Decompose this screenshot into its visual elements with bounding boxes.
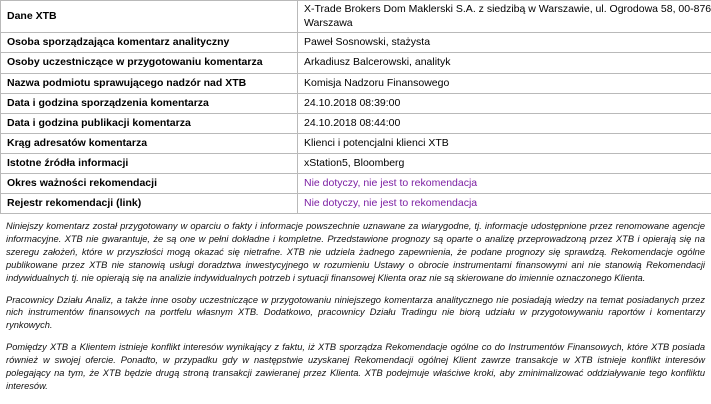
- disclaimer-notes: [0, 214, 711, 392]
- row-label: Okres ważności rekomendacji: [1, 174, 298, 194]
- row-value: X-Trade Brokers Dom Maklerski S.A. z siedzibą w Warszawie, ul. Ogrodowa 58, 00-876 Warszawa: [298, 1, 711, 33]
- table-row: [1, 33, 711, 53]
- row-value: Klienci i potencjalni klienci XTB: [298, 133, 711, 153]
- row-label: Istotne źródła informacji: [1, 154, 298, 174]
- disclaimer-paragraph: Niniejszy komentarz został przygotowany w oparciu o fakty i informacje powszechnie uznawane za wiarygodne, tj. informacje udostępnione przez renomowane agencje informacyjne. XTB nie gwarantuje, że są one w pełni dokładne i kompletne. Przedstawione prognozy są oparte o analizę przeprowadzoną przez XTB i opierają się na szeregu założeń, które w przyszłości mogą okazać się nietrafne. XTB nie udziela żadnego zapewnienia, że podane prognozy się sprawdzą. Rekomendacje ogólne publikowane przez XTB nie stanowią usługi doradztwa inwestycyjnego w rozumieniu Ustawy o obrocie instrumentami finansowymi ani nie stanowią Rekomendacji indywidualnych tj. nie opierają się na analizie indywidualnych potrzeb i sytuacji finansowej Klienta oraz nie są skierowane do imiennie oznaczonego Klienta.: [6, 221, 705, 283]
- table-row: [1, 174, 711, 194]
- row-value: Nie dotyczy, nie jest to rekomendacja: [298, 174, 711, 194]
- table-row: [1, 154, 711, 174]
- disclosure-table-body: [1, 1, 711, 214]
- table-row: [1, 113, 711, 133]
- row-value: 24.10.2018 08:39:00: [298, 93, 711, 113]
- row-value: Nie dotyczy, nie jest to rekomendacja: [298, 194, 711, 214]
- table-row: [1, 133, 711, 153]
- row-label: Data i godzina sporządzenia komentarza: [1, 93, 298, 113]
- table-row: [1, 53, 711, 73]
- row-value: xStation5, Bloomberg: [298, 154, 711, 174]
- row-label: Krąg adresatów komentarza: [1, 133, 298, 153]
- row-label: Rejestr rekomendacji (link): [1, 194, 298, 214]
- table-row: [1, 194, 711, 214]
- row-value: Paweł Sosnowski, stażysta: [298, 33, 711, 53]
- table-row: [1, 73, 711, 93]
- disclaimer-paragraph: Pomiędzy XTB a Klientem istnieje konflikt interesów wynikający z faktu, iż XTB sporządza Rekomendacje ogólne co do Instrumentów Finansowych, które XTB posiada również w swojej ofercie. Ponadto, w przypadku gdy w następstwie uzyskanej Rekomendacji ogólnej Klient zawrze transakcje w XTB istnieje konflikt interesów polegający na tym, że XTB będzie drugą stroną transakcji zawieranej przez Klienta. XTB podejmuje właściwe kroki, aby zminimalizować oddziaływanie tego konfliktu interesów.: [6, 342, 705, 391]
- row-value: Arkadiusz Balcerowski, analityk: [298, 53, 711, 73]
- row-label: Dane XTB: [1, 1, 298, 33]
- disclaimer-paragraph: Pracownicy Działu Analiz, a także inne osoby uczestniczące w przygotowaniu niniejszego komentarza analitycznego nie posiadają wiedzy na temat posiadanych przez nich instrumentów finansowych na portfelu własnym XTB. Dodatkowo, pracownicy Działu Tradingu nie biorą udziału w przygotowywaniu raportów i komentarzy rynkowych.: [6, 294, 705, 331]
- row-label: Osoba sporządzająca komentarz analityczny: [1, 33, 298, 53]
- row-value: Komisja Nadzoru Finansowego: [298, 73, 711, 93]
- row-label: Osoby uczestniczące w przygotowaniu komentarza: [1, 53, 298, 73]
- table-row: [1, 1, 711, 33]
- row-label: Nazwa podmiotu sprawującego nadzór nad XTB: [1, 73, 298, 93]
- row-value: 24.10.2018 08:44:00: [298, 113, 711, 133]
- row-label: Data i godzina publikacji komentarza: [1, 113, 298, 133]
- table-row: [1, 93, 711, 113]
